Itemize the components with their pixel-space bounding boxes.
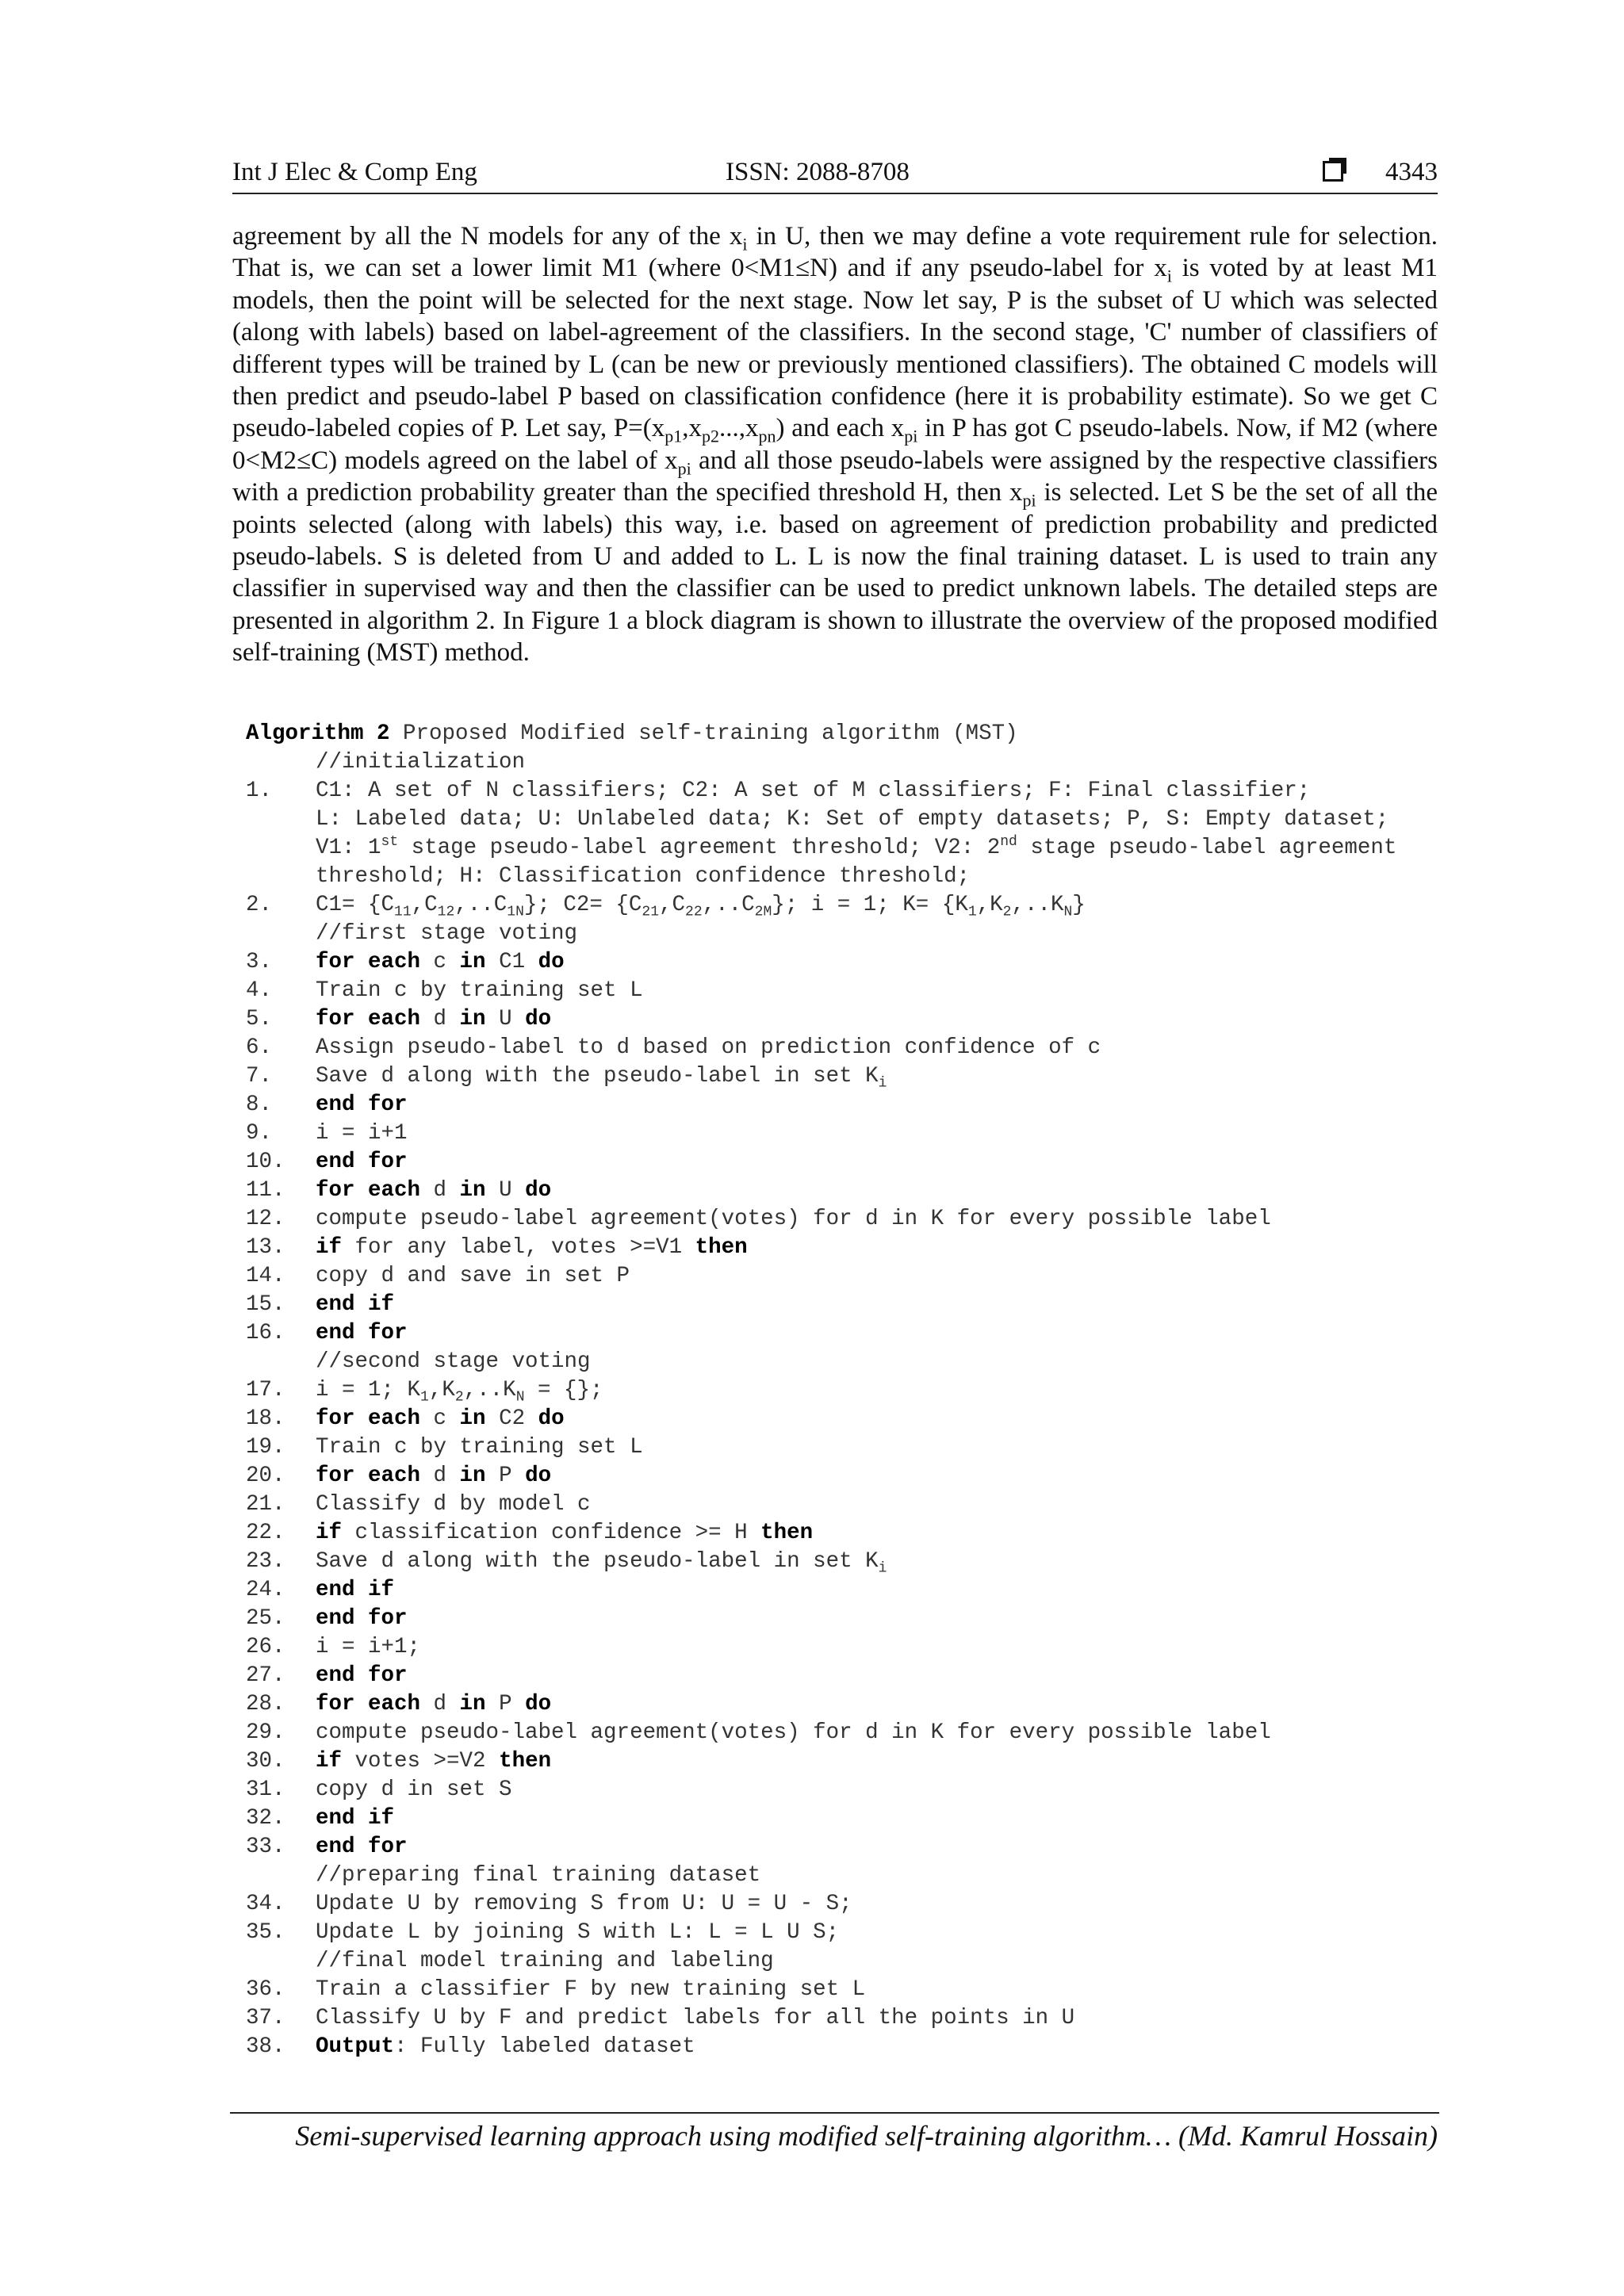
issn: ISSN: 2088-8708: [726, 158, 910, 186]
algorithm-line: 24. end if: [246, 1578, 395, 1602]
algorithm-line: 4. Train c by training set L: [246, 978, 643, 1003]
algorithm-line: 16. end for: [246, 1321, 408, 1345]
algorithm-comment: //final model training and labeling: [316, 1949, 774, 1973]
journal-name: Int J Elec & Comp Eng: [232, 158, 477, 186]
body-paragraph: agreement by all the N models for any of the $x_i$ in U, then we may define a vote requirement rule for selection. That is, we can set a lower limit M1 (where 0<M1≤N) and if any pseudo-label for $x_i$ is voted by at least M1 models, then the point will be selected for the next stage. Now let say, P is the subset of U which was selected (along with labels) based on label-agreement of the classifiers. In the second stage, 'C' number of classifiers of different types will be trained by L (can be new or previously mentioned classifiers). The obtained C models will then predict and pseudo-label P based on classification confidence (here it is probability estimate). So we get C pseudo-labeled copies of P. Let say, $P=(x_{p1},x_{p2}...,x_{pn})$ and each $x_{pi}$ in P has got C pseudo-labels. Now, if M2 (where 0<M2≤C) models agreed on the label of $x_{pi}$ and all those pseudo-labels were assigned by the respective classifiers with a prediction probability greater than the specified threshold H, then $x_{pi}$ is selected. Let S be the set of all the points selected (along with labels) this way, i.e. based on agreement of prediction probability and predicted pseudo-labels. S is deleted from U and added to L. L is now the final training dataset. L is used to train any classifier in supervised way and then the classifier can be used to predict unknown labels. The detailed steps are presented in algorithm 2. In Figure 1 a block diagram is shown to illustrate the overview of the proposed modified self-training (MST) method.: [232, 222, 1438, 668]
algorithm-comment: //first stage voting: [316, 921, 578, 946]
algorithm-line: 2. $C1= \{C_{11},C_{12},..C_{1N}\}$; $C2= \{C_{21},C_{22},..C_{2M}\}$; i = 1; $K= \{K_1,K_2,..K_N\}$: [246, 893, 1086, 920]
box-icon: [1323, 161, 1343, 182]
algorithm-line: 20. for each d in P do: [246, 1464, 552, 1488]
algorithm-line: 7. Save d along with the pseudo-label in set $K_i$: [246, 1064, 887, 1092]
algorithm-line: 11. for each d in U do: [246, 1178, 552, 1203]
algorithm-line: 30. if votes >=V2 then: [246, 1749, 552, 1774]
algorithm-line: 32. end if: [246, 1806, 395, 1831]
algorithm-line: 10. end for: [246, 1150, 408, 1174]
algorithm-line: 36. Train a classifier F by new training set L: [246, 1977, 866, 2002]
algorithm-line: 27. end for: [246, 1663, 408, 1688]
algorithm-line: 18. for each c in C2 do: [246, 1406, 565, 1431]
algorithm-comment: //preparing final training dataset: [316, 1863, 761, 1888]
algorithm-title: Algorithm 2 Proposed Modified self-training algorithm (MST): [246, 721, 1018, 746]
algorithm-line: 14. copy d and save in set P: [246, 1264, 630, 1288]
page-number: 4343: [1385, 158, 1438, 186]
footer-divider: [230, 2112, 1439, 2114]
algorithm-line: 25. end for: [246, 1606, 408, 1631]
algorithm-line: 33. end for: [246, 1835, 408, 1859]
algorithm-line: 28. for each d in P do: [246, 1692, 552, 1716]
algorithm-line: 35. Update L by joining S with L: L = L U S;: [246, 1920, 840, 1945]
algorithm-line: 21. Classify d by model c: [246, 1492, 591, 1517]
algorithm-line: L: Labeled data; U: Unlabeled data; K: Set of empty datasets; P, S: Empty dataset;: [316, 807, 1389, 832]
algorithm-line: 6. Assign pseudo-label to d based on prediction confidence of c: [246, 1035, 1101, 1060]
algorithm-line: 38. Output: Fully labeled dataset: [246, 2034, 695, 2059]
algorithm-line: 1. C1: A set of N classifiers; C2: A set of M classifiers; F: Final classifier;: [246, 779, 1311, 803]
algorithm-line: threshold; H: Classification confidence threshold;: [316, 864, 971, 889]
algorithm-block: [246, 720, 1435, 2061]
algorithm-comment: //initialization: [316, 750, 526, 775]
algorithm-line: 13. if for any label, votes >=V1 then: [246, 1235, 748, 1260]
algorithm-line: 15. end if: [246, 1292, 395, 1317]
algorithm-line: 5. for each d in U do: [246, 1007, 552, 1031]
algorithm-line: 29. compute pseudo-label agreement(votes) for d in K for every possible label: [246, 1720, 1271, 1745]
algorithm-comment: //second stage voting: [316, 1349, 591, 1374]
algorithm-line: 37. Classify U by F and predict labels for all the points in U: [246, 2006, 1075, 2030]
algorithm-line: 12. compute pseudo-label agreement(votes) for d in K for every possible label: [246, 1207, 1271, 1231]
algorithm-line: 26. i = i+1;: [246, 1635, 421, 1659]
algorithm-line: 34. Update U by removing S from U: U = U - S;: [246, 1892, 852, 1916]
algorithm-line: 3. for each c in C1 do: [246, 950, 565, 974]
algorithm-line: V1: 1st stage pseudo-label agreement threshold; V2: 2nd stage pseudo-label agreement: [316, 833, 1397, 860]
algorithm-line: 9. i = i+1: [246, 1121, 408, 1146]
page-header: [232, 155, 1438, 194]
footer-citation: Semi-supervised learning approach using modified self-training algorithm… (Md. Kamrul Hossain): [295, 2120, 1438, 2152]
algorithm-line: 31. copy d in set S: [246, 1777, 512, 1802]
algorithm-line: 23. Save d along with the pseudo-label in set $K_i$: [246, 1549, 887, 1577]
algorithm-line: 22. if classification confidence >= H then: [246, 1521, 814, 1545]
algorithm-line: 17. i = 1; $K_1,K_2,..K_N$ = {};: [246, 1378, 603, 1406]
algorithm-line: 8. end for: [246, 1093, 408, 1117]
algorithm-line: 19. Train c by training set L: [246, 1435, 643, 1460]
